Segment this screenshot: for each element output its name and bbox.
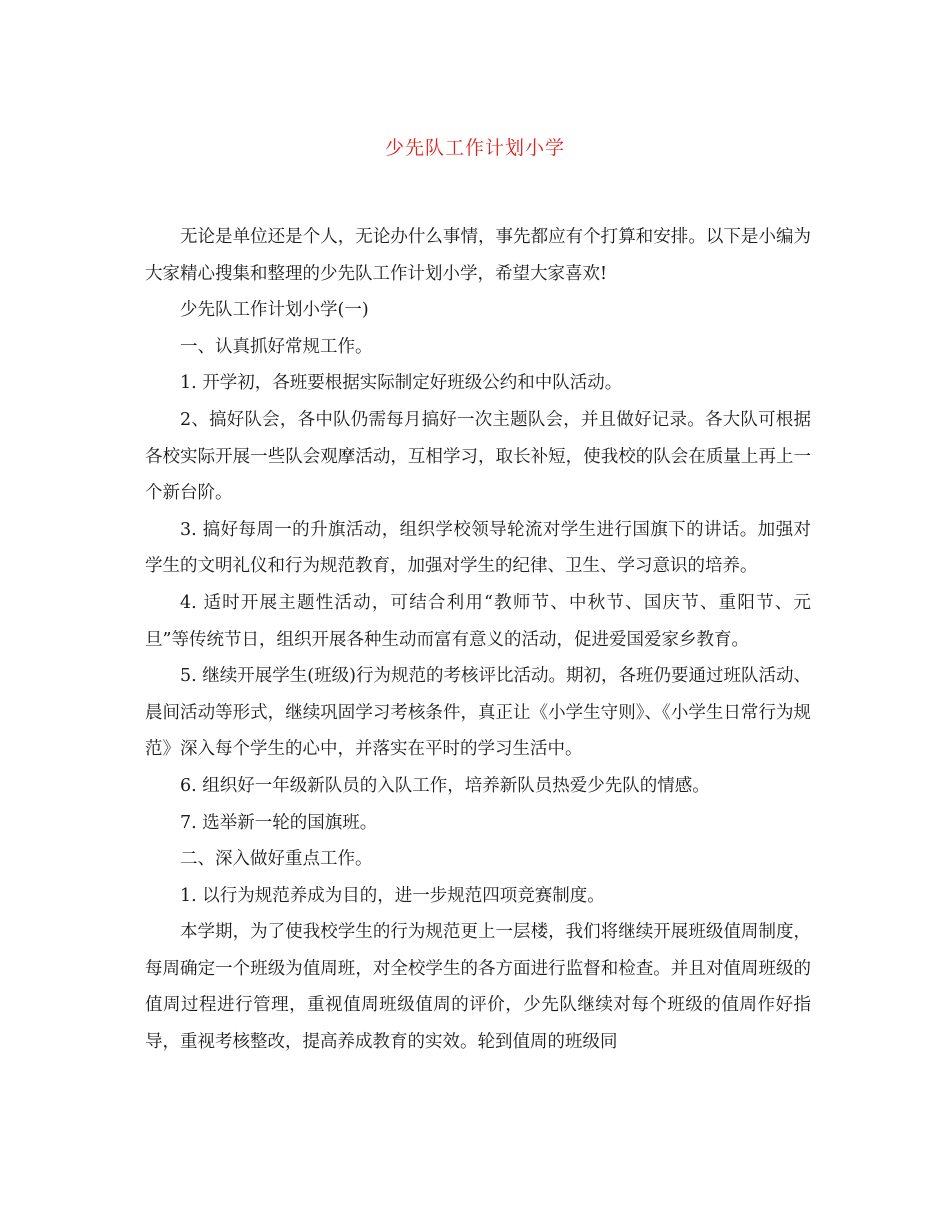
key-work-item-1: 1. 以行为规范养成为目的，进一步规范四项竞赛制度。: [180, 885, 605, 906]
document-body: [145, 219, 811, 1061]
list-item-5: 5. 继续开展学生(班级)行为规范的考核评比活动。期初，各班仍要通过班队活动、晨间活动等形式，继续巩固学习考核条件，真正让《小学生守则》、《小学生日常行为规范》深入每个学生的心中，并落实在平时的学习生活中。: [145, 666, 811, 760]
paragraph-intro: 无论是单位还是个人，无论办什么事情，事先都应有个打算和安排。以下是小编为大家精心搜集和整理的少先队工作计划小学，希望大家喜欢!: [145, 227, 811, 284]
section-heading-routine-work: 一、认真抓好常规工作。: [180, 336, 373, 357]
list-item-7: 7. 选举新一轮的国旗班。: [180, 812, 378, 833]
paragraph-duty-week: 本学期，为了使我校学生的行为规范更上一层楼，我们将继续开展班级值周制度，每周确定一个班级为值周班，对全校学生的各方面进行监督和检查。并且对值周班级的值周过程进行管理，重视值周班级值周的评价，少先队继续对每个班级的值周作好指导，重视考核整改，提高养成教育的实效。轮到值周的班级同: [145, 922, 811, 1053]
list-item-6: 6. 组织好一年级新队员的入队工作，培养新队员热爱少先队的情感。: [180, 775, 710, 796]
section-heading-plan-one: 少先队工作计划小学(一): [180, 300, 369, 321]
list-item-1: 1. 开学初，各班要根据实际制定好班级公约和中队活动。: [180, 373, 623, 394]
list-item-4: 4. 适时开展主题性活动，可结合利用“教师节、中秋节、国庆节、重阳节、元旦”等传统节日，组织开展各种生动而富有意义的活动，促进爱国爱家乡教育。: [145, 592, 811, 650]
list-item-3: 3. 搞好每周一的升旗活动，组织学校领导轮流对学生进行国旗下的讲话。加强对学生的文明礼仪和行为规范教育，加强对学生的纪律、卫生、学习意识的培养。: [145, 519, 811, 577]
list-item-2: 2、搞好队会，各中队仍需每月搞好一次主题队会，并且做好记录。各大队可根据各校实际开展一些队会观摩活动，互相学习，取长补短，使我校的队会在质量上再上一个新台阶。: [145, 409, 811, 504]
section-heading-key-work: 二、深入做好重点工作。: [180, 849, 373, 870]
document-title: 少先队工作计划小学: [384, 137, 565, 159]
